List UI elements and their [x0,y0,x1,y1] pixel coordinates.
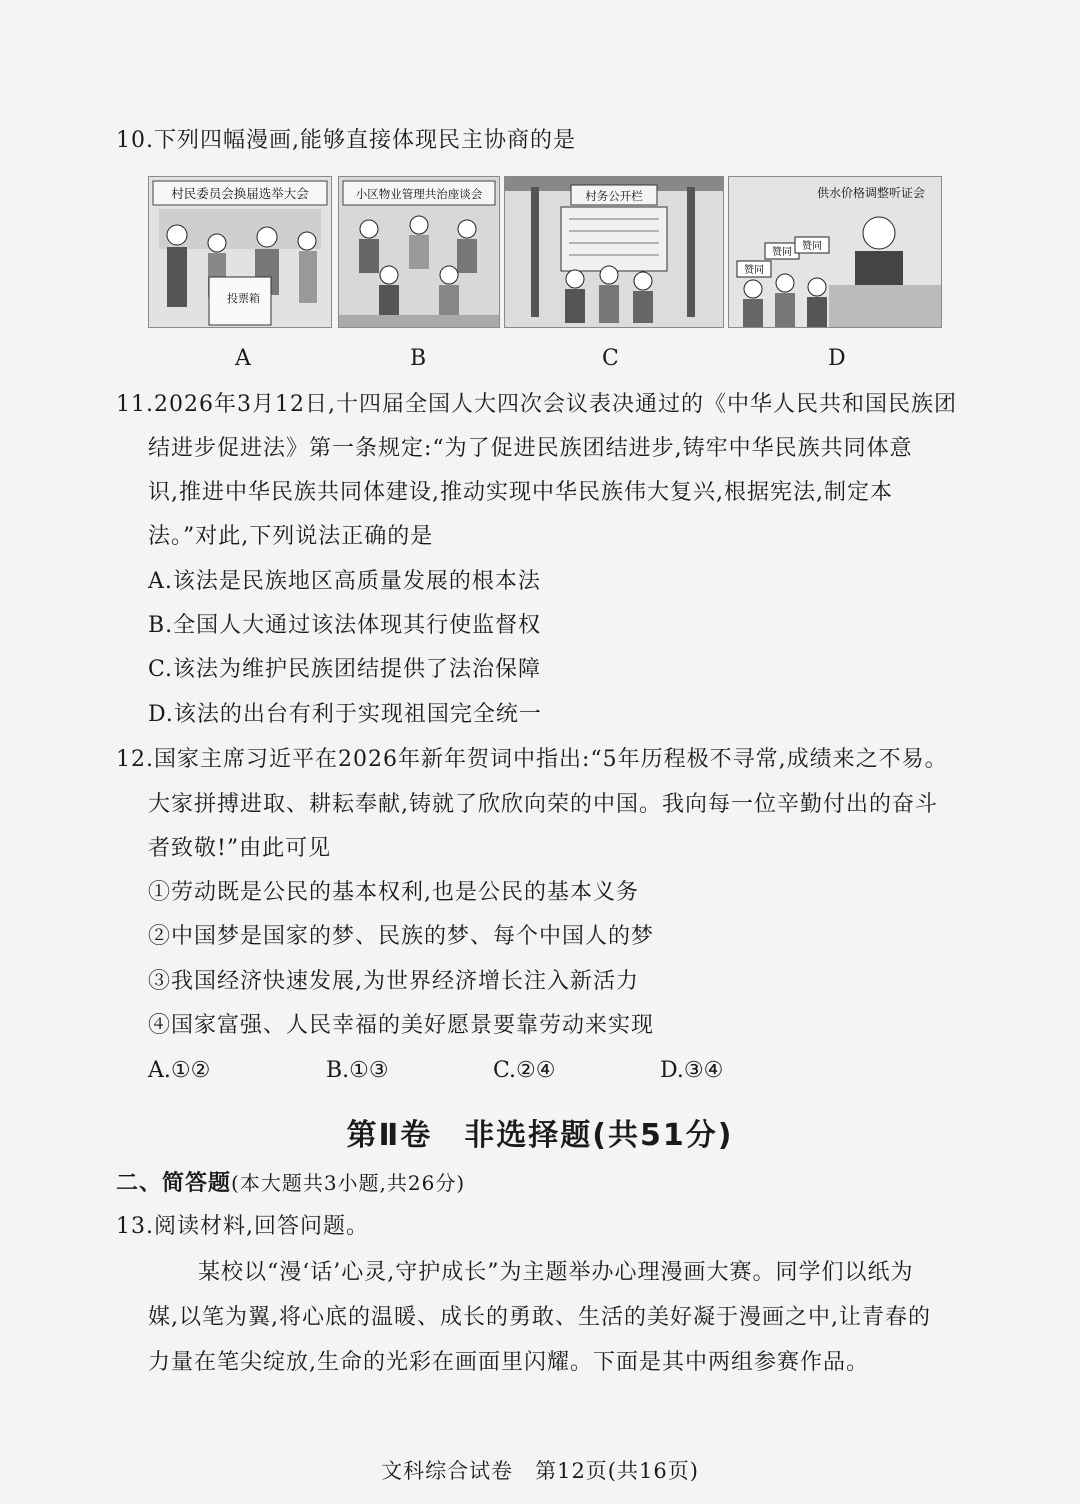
hearing-cartoon-illustration [729,177,941,327]
q12-line-1: 12.国家主席习近平在2026年新年贺词中指出:“5年历程极不寻常,成绩来之不易。 [116,747,948,772]
q12-line-2: 大家拼搏进取、耕耘奉献,铸就了欣欣向荣的中国。我向每一位辛勤付出的奋斗 [148,792,938,817]
q10-cartoon-row [148,176,940,328]
q11-option-a: A.该法是民族地区高质量发展的根本法 [148,569,541,594]
q12-option-d: D.③④ [660,1058,724,1083]
part-heading: 二、简答题 [116,1171,232,1196]
panel-letter-a: A [235,346,251,371]
q12-statement-3: ③我国经济快速发展,为世界经济增长注入新活力 [148,969,639,994]
q13-material-line-3: 力量在笔尖绽放,生命的光彩在画面里闪耀。下面是其中两组参赛作品。 [148,1350,869,1375]
q11-line-2: 结进步促进法》第一条规定:“为了促进民族团结进步,铸牢中华民族共同体意 [148,436,913,461]
cartoon-panel-a [148,176,332,328]
part-heading-row [116,1168,465,1199]
panel-letter-b: B [410,346,427,371]
property-meeting-cartoon-illustration [339,177,499,327]
q12-statement-4: ④国家富强、人民幸福的美好愿景要靠劳动来实现 [148,1013,655,1038]
q13-stem: 13.阅读材料,回答问题。 [116,1214,369,1239]
q13-material-line-1: 某校以“漫‘话’心灵,守护成长”为主题举办心理漫画大赛。同学们以纸为 [198,1260,914,1285]
cartoon-panel-b [338,176,500,328]
panel-d-caption: 供水价格调整听证会 [816,186,926,200]
q11-option-c: C.该法为维护民族团结提供了法治保障 [148,657,542,682]
q11-option-b: B.全国人大通过该法体现其行使监督权 [148,613,542,638]
panel-a-caption: 村民委员会换届选举大会 [171,186,309,201]
q11-line-1: 11.2026年3月12日,十四届全国人大四次会议表决通过的《中华人民共和国民族团 [116,392,957,417]
q11-line-4: 法。”对此,下列说法正确的是 [148,524,434,549]
sign-2: 赞同 [772,247,792,258]
village-notice-cartoon-illustration [505,177,723,327]
panel-c-caption: 村务公开栏 [585,189,643,203]
election-cartoon-illustration [149,177,331,327]
sign-3: 赞同 [802,241,822,252]
q12-statement-1: ①劳动既是公民的基本权利,也是公民的基本义务 [148,880,639,905]
q12-statement-2: ②中国梦是国家的梦、民族的梦、每个中国人的梦 [148,924,655,949]
sign-1: 赞同 [744,265,764,276]
q12-option-a: A.①② [148,1058,211,1083]
panel-b-caption: 小区物业管理共治座谈会 [355,187,483,201]
q12-option-c: C.②④ [493,1058,556,1083]
page-footer: 文科综合试卷 第12页(共16页) [381,1459,699,1483]
ballot-box-label: 投票箱 [227,292,260,305]
section-title: 第Ⅱ卷 非选择题(共51分) [346,1118,734,1153]
q12-line-3: 者致敬!”由此可见 [148,836,332,861]
q13-material-line-2: 媒,以笔为翼,将心底的温暖、成长的勇敢、生活的美好凝于漫画之中,让青春的 [148,1305,931,1330]
q11-line-3: 识,推进中华民族共同体建设,推动实现中华民族伟大复兴,根据宪法,制定本 [148,480,893,505]
part-note: (本大题共3小题,共26分) [231,1171,466,1195]
cartoon-panel-d [728,176,942,328]
panel-letter-c: C [602,346,619,371]
q12-option-b: B.①③ [326,1058,389,1083]
q10-stem: 10.下列四幅漫画,能够直接体现民主协商的是 [116,128,576,153]
cartoon-panel-c [504,176,724,328]
panel-letter-d: D [828,346,846,371]
q11-option-d: D.该法的出台有利于实现祖国完全统一 [148,702,542,727]
